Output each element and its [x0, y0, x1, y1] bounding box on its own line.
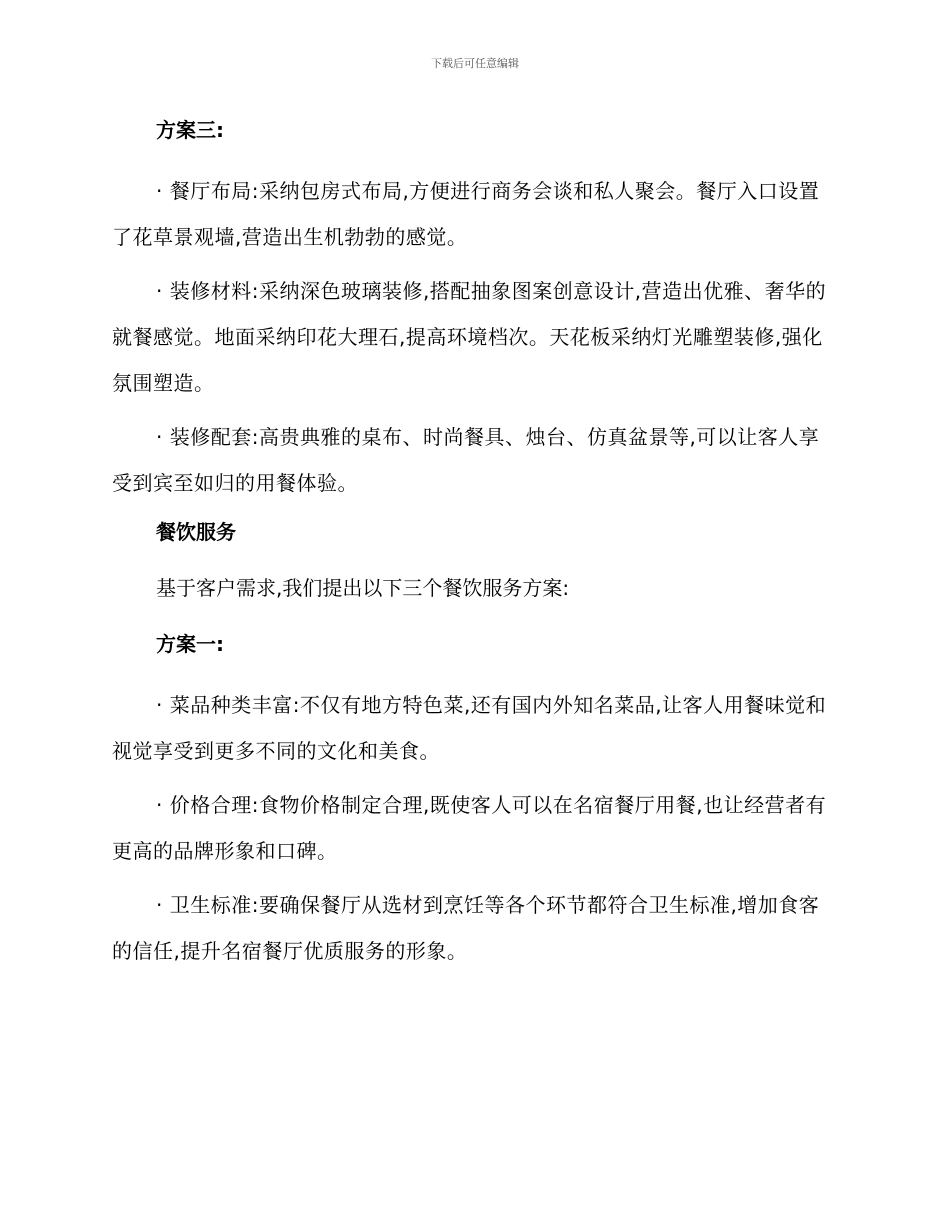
plan1-item-price: · 价格合理:食物价格制定合理,既使客人可以在名宿餐厅用餐,也让经营者有更高的品牌形象和口碑。 — [112, 793, 827, 863]
plan3-item-furnishings: · 装修配套:高贵典雅的桌布、时尚餐具、烛台、仿真盆景等,可以让客人享受到宾至如归的用餐体验。 — [112, 425, 820, 495]
plan1-item-hygiene: · 卫生标准:要确保餐厅从选材到烹饪等各个环节都符合卫生标准,增加食客的信任,提升名宿餐厅优质服务的形象。 — [112, 893, 820, 963]
plan3-item-layout: · 餐厅布局:采纳包房式布局,方便进行商务会谈和私人聚会。餐厅入口设置了花草景观墙,营造出生机勃勃的感觉。 — [112, 179, 820, 249]
catering-intro: 基于客户需求,我们提出以下三个餐饮服务方案: — [156, 576, 570, 600]
catering-heading: 餐饮服务 — [156, 520, 236, 544]
page-header: 下载后可任意编辑 — [431, 57, 519, 70]
plan1-item-variety: · 菜品种类丰富:不仅有地方特色菜,还有国内外知名菜品,让客人用餐味觉和视觉享受到更多不同的文化和美食。 — [112, 693, 827, 763]
plan3-item-materials: · 装修材料:采纳深色玻璃装修,搭配抽象图案创意设计,营造出优雅、奢华的就餐感觉。地面采纳印花大理石,提高环境档次。天花板采纳灯光雕塑装修,强化氛围塑造。 — [112, 279, 827, 395]
document-body — [112, 112, 830, 982]
plan1-heading: 方案一: — [156, 632, 224, 656]
plan3-heading: 方案三: — [156, 118, 224, 142]
